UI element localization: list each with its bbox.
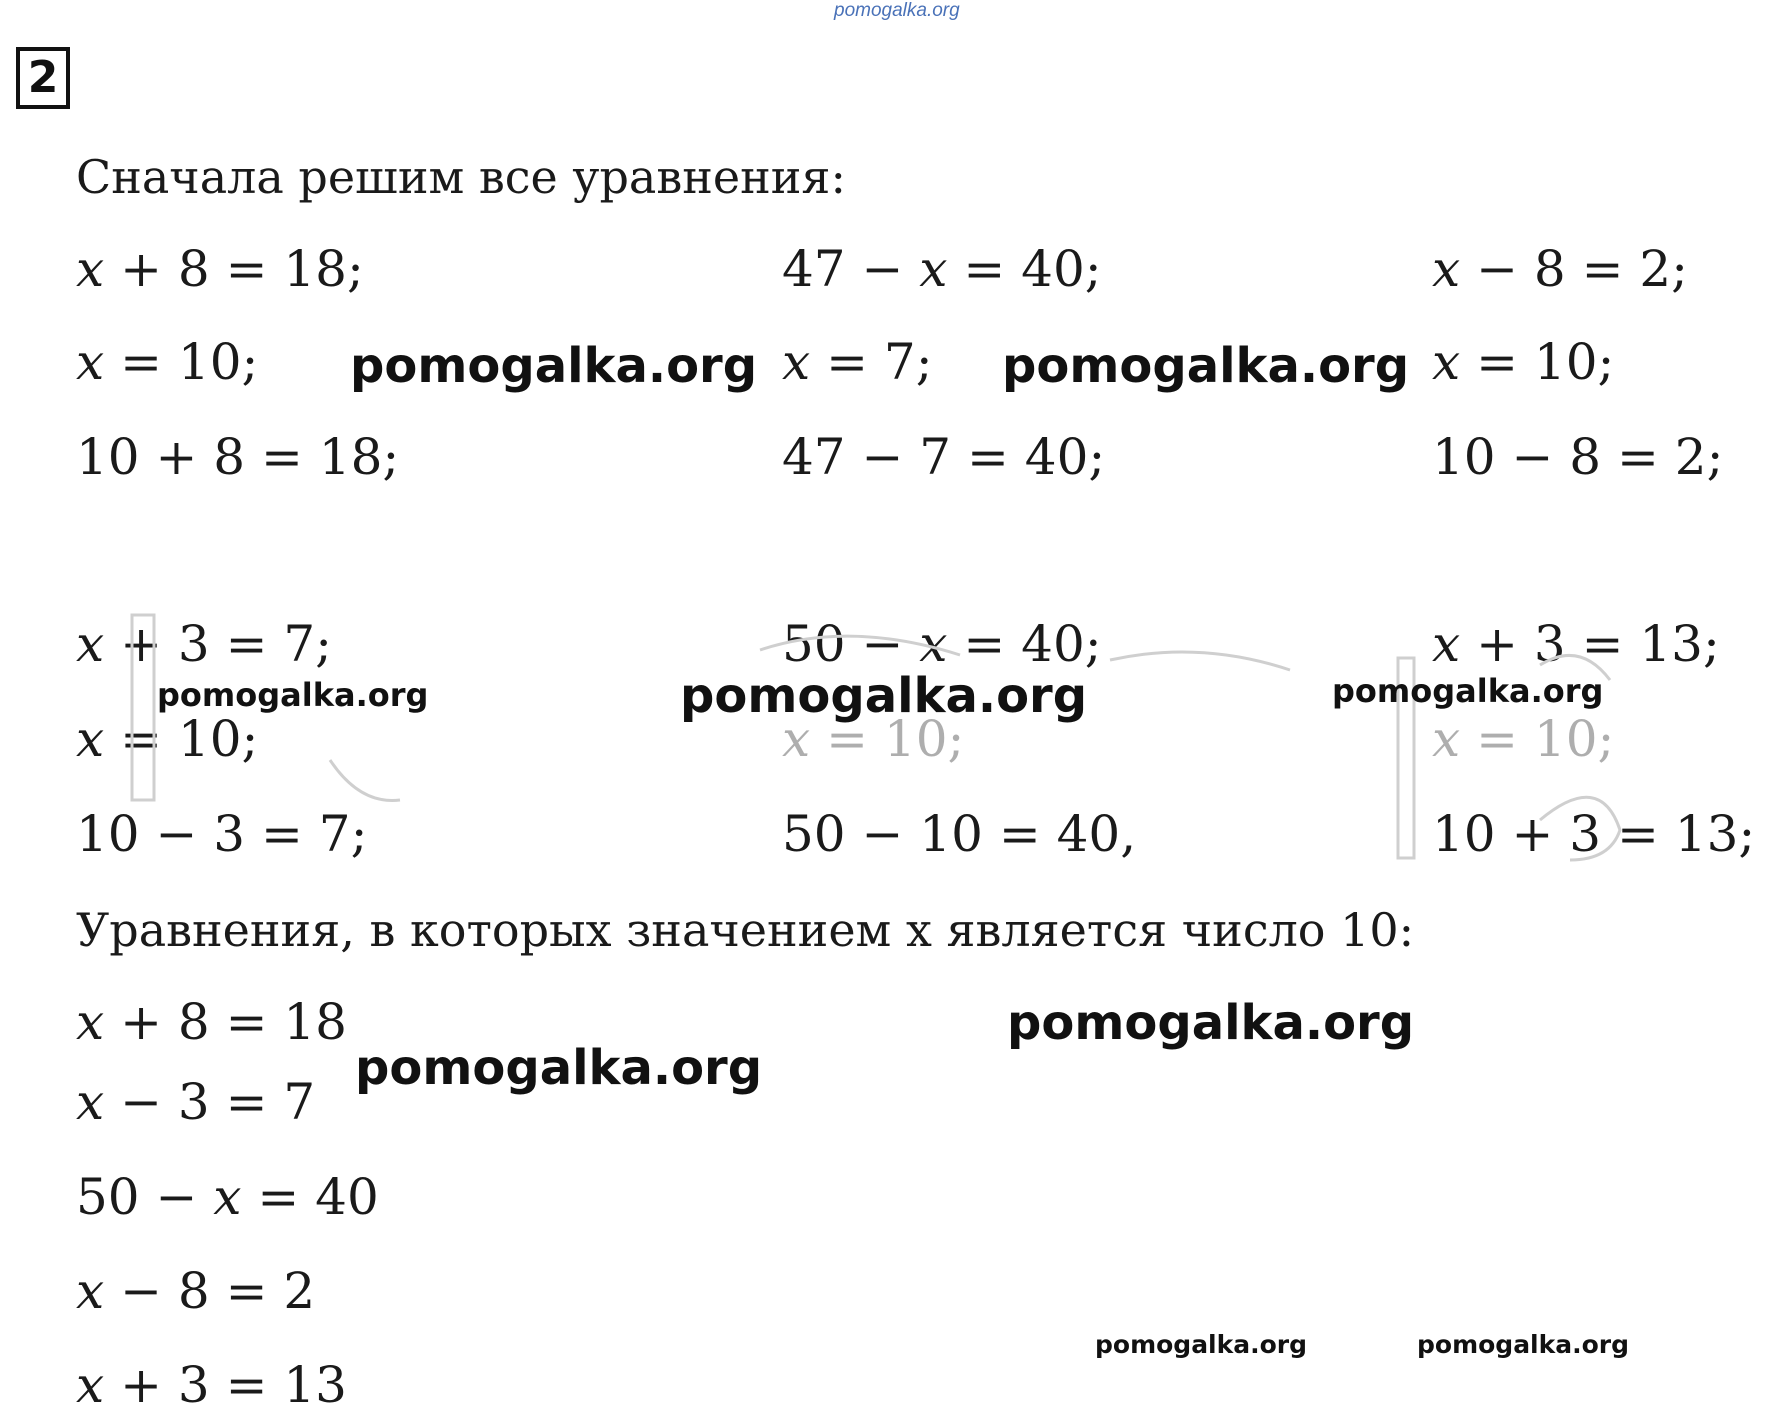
answer-3: 50 − 𝑥 = 40 <box>76 1168 379 1226</box>
eq-b2-c1-r1: 𝑥 + 3 = 7; <box>76 615 333 673</box>
answer-1: 𝑥 + 8 = 18 <box>76 993 347 1051</box>
watermark-9: pomogalka.org <box>1417 1330 1630 1359</box>
eq-b2-c1-r3: 10 − 3 = 7; <box>76 805 368 863</box>
watermark-8: pomogalka.org <box>1095 1330 1308 1359</box>
eq-b1-c2-r3: 47 − 7 = 40; <box>782 428 1106 486</box>
answer-text: Уравнения, в которых значением x является число 10: <box>76 903 1415 957</box>
intro-text: Сначала решим все уравнения: <box>76 150 846 204</box>
answer-2: 𝑥 − 3 = 7 <box>76 1073 316 1131</box>
eq-b1-c3-r2: 𝑥 = 10; <box>1432 333 1615 391</box>
eq-b2-c2-r1: 50 − 𝑥 = 40; <box>782 615 1102 673</box>
eq-b1-c3-r1: 𝑥 − 8 = 2; <box>1432 240 1689 298</box>
eq-b2-c3-r3: 10 + 3 = 13; <box>1432 805 1756 863</box>
eq-b2-c1-r2: 𝑥 = 10; <box>76 710 259 768</box>
eq-b2-c2-r3: 50 − 10 = 40, <box>782 805 1137 863</box>
watermark-6: pomogalka.org <box>1007 995 1415 1051</box>
watermark-3: pomogalka.org <box>157 676 429 714</box>
watermark-2: pomogalka.org <box>1002 338 1410 394</box>
watermark-7: pomogalka.org <box>355 1040 763 1096</box>
eq-b1-c1-r2: 𝑥 = 10; <box>76 333 259 391</box>
eq-b2-c3-r2: 𝑥 = 10; <box>1432 710 1615 768</box>
eq-b1-c2-r1: 47 − 𝑥 = 40; <box>782 240 1102 298</box>
eq-b1-c3-r3: 10 − 8 = 2; <box>1432 428 1724 486</box>
watermark-5: pomogalka.org <box>1332 672 1604 710</box>
top-watermark: pomogalka.org <box>834 0 960 21</box>
task-number-box: 2 <box>16 47 70 109</box>
eq-b1-c2-r2: 𝑥 = 7; <box>782 333 933 391</box>
watermark-1: pomogalka.org <box>350 338 758 394</box>
eq-b2-c3-r1: 𝑥 + 3 = 13; <box>1432 615 1720 673</box>
watermark-4: pomogalka.org <box>680 668 1088 724</box>
eq-b1-c1-r3: 10 + 8 = 18; <box>76 428 400 486</box>
eq-b1-c1-r1: 𝑥 + 8 = 18; <box>76 240 364 298</box>
answer-4: 𝑥 − 8 = 2 <box>76 1262 316 1320</box>
answer-5: 𝑥 + 3 = 13 <box>76 1356 347 1414</box>
eq-b2-c2-r2: 𝑥 = 10; <box>782 710 965 768</box>
